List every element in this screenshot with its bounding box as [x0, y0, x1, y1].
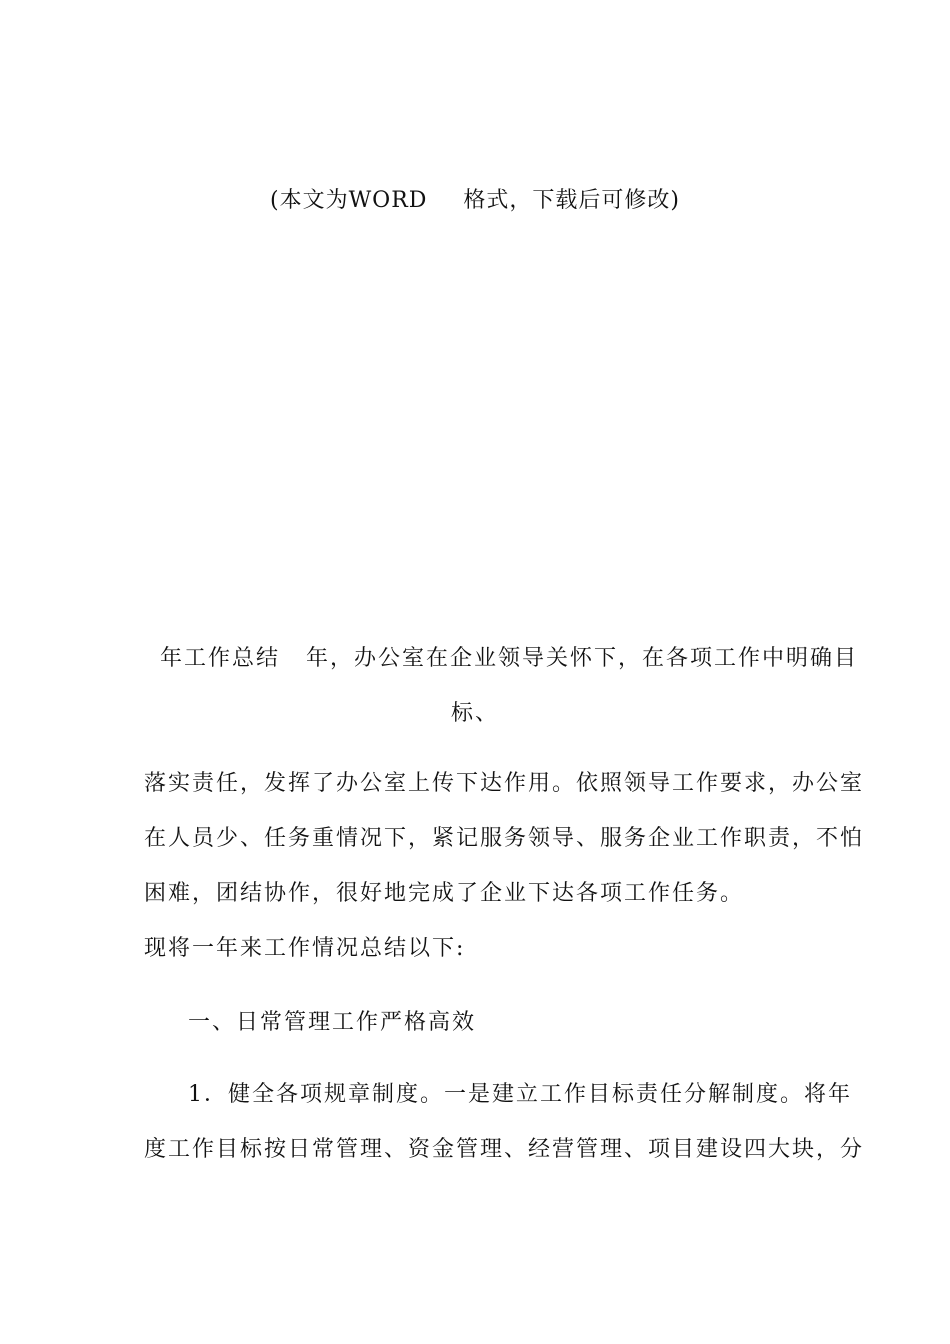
document-title-continuation: 标、: [450, 701, 499, 726]
title-part2: 年，办公室在企业领导关怀下，在各项工作中明确目: [306, 646, 859, 671]
format-notice: [0, 186, 950, 216]
list-item-line: 1．健全各项规章制度。一是建立工作目标责任分解制度。将年: [188, 1082, 852, 1107]
document-title-line: [160, 644, 858, 674]
title-part1: 年工作总结: [160, 646, 281, 671]
format-notice-part1: (本文为WORD: [269, 188, 428, 213]
paragraph-line: 困难，团结协作，很好地完成了企业下达各项工作任务。: [144, 881, 745, 906]
section-heading: 一、日常管理工作严格高效: [188, 1010, 477, 1035]
format-notice-part2: 格式，下载后可修改): [463, 188, 681, 213]
list-item-line: 度工作目标按日常管理、资金管理、经营管理、项目建设四大块，分: [144, 1137, 865, 1162]
paragraph-line: 现将一年来工作情况总结以下:: [144, 936, 466, 961]
paragraph-line: 落实责任，发挥了办公室上传下达作用。依照领导工作要求，办公室: [144, 771, 865, 796]
paragraph-line: 在人员少、任务重情况下，紧记服务领导、服务企业工作职责，不怕: [144, 826, 865, 851]
